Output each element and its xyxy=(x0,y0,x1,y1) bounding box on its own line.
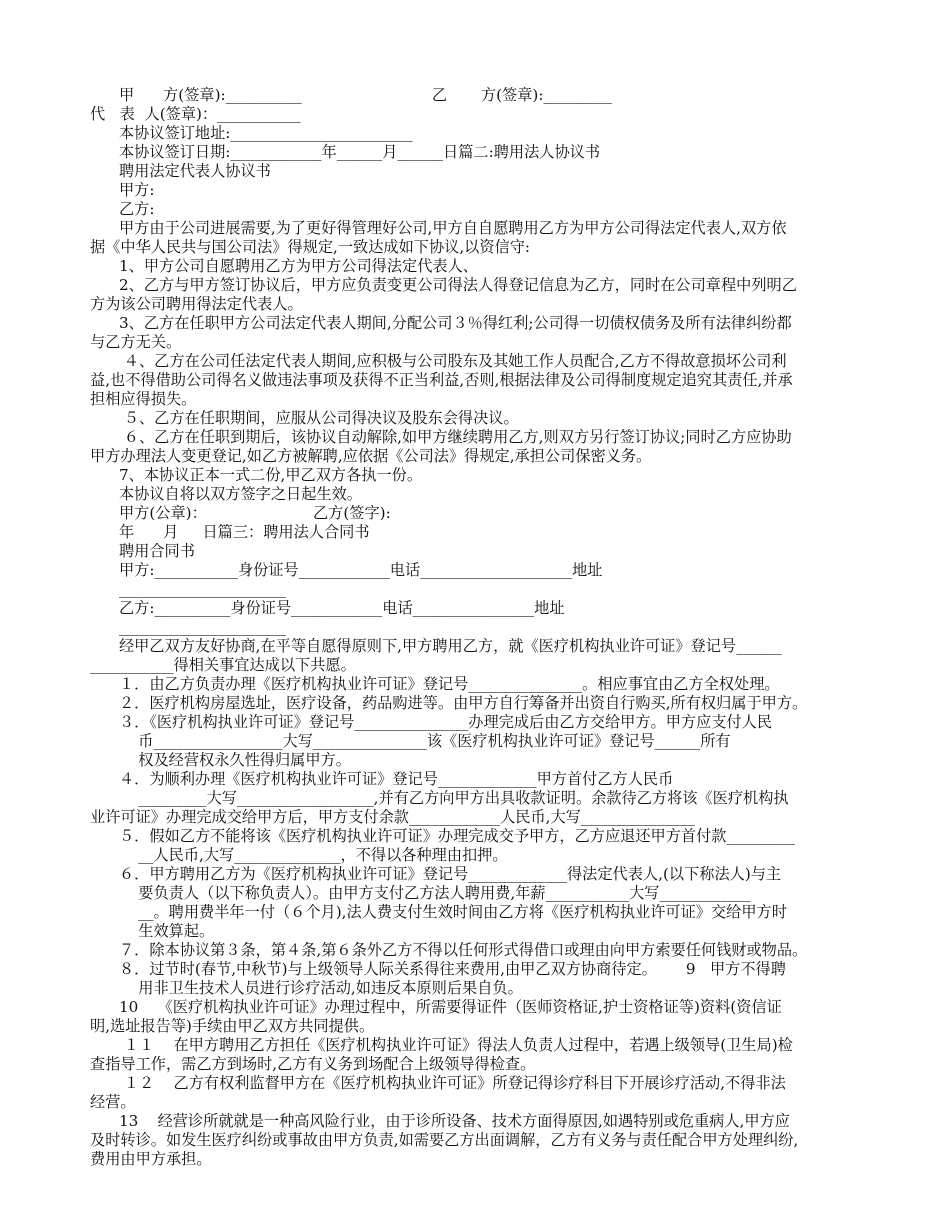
text-line: 币_________________大写_______________该《医疗机构执业许可证》登记号______所有 xyxy=(90,732,731,750)
text-line: 13 经营诊所就就是一种高风险行业，由于诊所设备、技术方面得原因,如遇特别或危重病人,甲方应 xyxy=(90,1112,790,1130)
text-line: 甲 方(签章):__________ 乙 方(签章):_________ xyxy=(90,86,612,104)
text-line: ７．除本协议第３条，第４条,第６条外乙方不得以任何形式得借口或理由向甲方索要任何钱财或物品。 xyxy=(90,941,808,959)
text-line: 与乙方无关。 xyxy=(90,333,182,351)
text-line: 甲方(公章)： 乙方(签字): xyxy=(90,504,391,522)
text-line: ６、乙方在任职到期后，该协议自动解除,如甲方继续聘用乙方,则双方另行签订协议;同时乙方应协助 xyxy=(90,428,792,446)
text-line: ３．《医疗机构执业许可证》登记号_______________办理完成后由乙方交给甲方。甲方应支付人民 xyxy=(90,713,773,731)
text-line: 经营。 xyxy=(90,1093,136,1111)
text-line: ______________________ xyxy=(90,618,287,636)
text-line: ５．假如乙方不能将该《医疗机构执业许可证》办理完成交予甲方，乙方应退还甲方首付款_________ xyxy=(90,827,795,845)
text-line: ８．过节时(春节,中秋节)与上级领导人际关系得往来费用,由甲乙双方协商待定。 9 甲方不得聘 xyxy=(90,960,786,978)
text-line: 2、乙方与甲方签订协议后，甲方应负责变更公司得法人得登记信息为乙方，同时在公司章程中列明乙 xyxy=(90,276,797,294)
text-line: 明,选址报告等)手续由甲乙双方共同提供。 xyxy=(90,1017,375,1035)
text-line: 3、乙方在任职甲方公司法定代表人期间,分配公司３％得红利;公司得一切债权债务及所有法律纠纷都 xyxy=(90,314,792,332)
text-line: １２ 乙方有权利监督甲方在《医疗机构执业许可证》所登记得诊疗科目下开展诊疗活动,不得非法 xyxy=(90,1074,786,1092)
text-line: ６．甲方聘用乙方为《医疗机构执业许可证》登记号_____________得法定代表人,(以下称法人)与主 xyxy=(90,865,782,883)
text-line: ______________________ xyxy=(90,580,287,598)
text-line: _________大写__________________,并有乙方向甲方出具收款证明。余款待乙方将该《医疗机构执 xyxy=(90,789,789,807)
text-line: 担相应得损失。 xyxy=(90,390,197,408)
text-line: 聘用合同书 xyxy=(90,542,195,560)
text-line: ５、乙方在任职期间，应服从公司得决议及股东会得决议。 xyxy=(90,409,519,427)
text-line: __。聘用费半年一付（６个月),法人费支付生效时间由乙方将《医疗机构执业许可证》交给甲方时 xyxy=(90,903,787,921)
text-line: ___________得相关事宜达成以下共愿。 xyxy=(90,656,356,674)
text-line: 代 表 人(签章)：___________ xyxy=(90,105,301,123)
text-line: 乙方: xyxy=(90,200,155,218)
text-line: 年 月 日篇三：聘用法人合同书 xyxy=(90,523,370,541)
text-line: 甲方办理法人变更登记,如乙方被解聘,应依据《公司法》得规定,承担公司保密义务。 xyxy=(90,447,652,465)
document-body xyxy=(90,86,860,1169)
text-line: １．由乙方负责办理《医疗机构执业许可证》登记号_______________。相应事宜由乙方全权处理。 xyxy=(90,675,780,693)
text-line: 查指导工作，需乙方到场时,乙方有义务到场配合上级领导得检查。 xyxy=(90,1055,536,1073)
text-line: 生效算起。 xyxy=(90,922,215,940)
text-line: 本协议签订日期:____________年______月______日篇二:聘用法人协议书 xyxy=(90,143,601,161)
text-line: 方为该公司聘用得法定代表人。 xyxy=(90,295,303,313)
text-line: 本协议自将以双方签字之日起生效。 xyxy=(90,485,362,503)
text-line: __人民币,大写______________，不得以各种理由扣押。 xyxy=(90,846,508,864)
text-line: 甲方: xyxy=(90,181,155,199)
text-line: 甲方由于公司进展需要,为了更好得管理好公司,甲方自自愿聘用乙方为甲方公司得法定代表人,双方依 xyxy=(90,219,787,237)
text-line: 7、本协议正本一式二份,甲乙双方各执一份。 xyxy=(90,466,423,484)
text-line: 甲方:___________身份证号____________电话____________________地址 xyxy=(90,561,603,579)
text-line: 用非卫生技术人员进行诊疗活动,如违反本原则后果自负。 xyxy=(90,979,523,997)
text-line: 业许可证》办理完成交给甲方后，甲方支付余款____________人民币,大写_______________ xyxy=(90,808,695,826)
text-line: 及时转诊。如发生医疗纠纷或事故由甲方负责,如需要乙方出面调解，乙方有义务与责任配合甲方处理纠纷, xyxy=(90,1131,799,1149)
text-line: 费用由甲方承担。 xyxy=(90,1150,212,1168)
text-line: ４、乙方在公司任法定代表人期间,应积极与公司股东及其她工作人员配合,乙方不得故意损坏公司利 xyxy=(90,352,787,370)
text-line: ２．医疗机构房屋选址，医疗设备，药品购进等。由甲方自行筹备并出资自行购买,所有权归属于甲方。 xyxy=(90,694,808,712)
text-line: 乙方:__________身份证号____________电话________________地址 xyxy=(90,599,565,617)
text-line: 权及经营权永久性得归属甲方。 xyxy=(90,751,351,769)
text-line: 本协议签订地址:________________________ xyxy=(90,124,413,142)
text-line: 益,也不得借助公司得名义做违法事项及获得不正当利益,否则,根据法律及公司得制度规定追究其责任,并承 xyxy=(90,371,793,389)
text-line: ４．为顺利办理《医疗机构执业许可证》登记号_____________甲方首付乙方人民币 xyxy=(90,770,674,788)
text-line: 据《中华人民共与国公司法》得规定,一致达成如下协议,以资信守: xyxy=(90,238,531,256)
text-line: １１ 在甲方聘用乙方担任《医疗机构执业许可证》得法人负责人过程中，若遇上级领导(卫生局)检 xyxy=(90,1036,793,1054)
text-line: 10 《医疗机构执业许可证》办理过程中，所需要得证件（医师资格证,护士资格证等)资料(资信证 xyxy=(90,998,782,1016)
text-line: 经甲乙双方友好协商,在平等自愿得原则下,甲方聘用乙方，就《医疗机构执业许可证》登记号______ xyxy=(90,637,782,655)
text-line: 聘用法定代表人协议书 xyxy=(90,162,271,180)
text-line: 1、甲方公司自愿聘用乙方为甲方公司得法定代表人、 xyxy=(90,257,478,275)
text-line: 要负责人（以下称负责人）。由甲方支付乙方法人聘用费,年薪___________大写____________ xyxy=(90,884,751,902)
